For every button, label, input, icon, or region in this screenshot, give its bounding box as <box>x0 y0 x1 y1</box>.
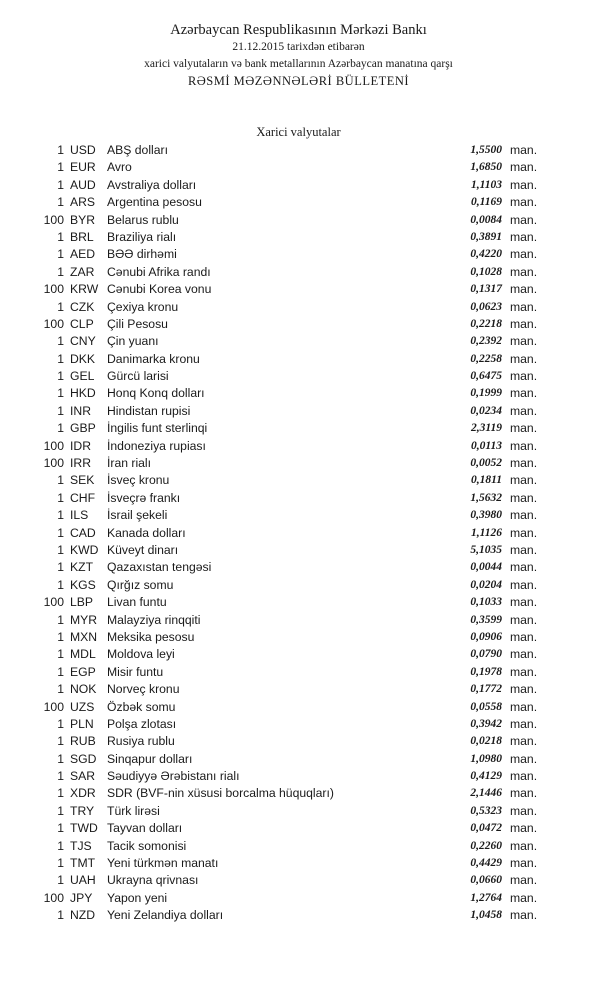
rate-value: 1,1126 <box>471 526 502 539</box>
unit-cell: 1 <box>57 508 64 523</box>
currency-name: İngilis funt sterlinqi <box>107 421 208 436</box>
table-row <box>0 629 597 646</box>
unit-suffix: man. <box>510 386 538 401</box>
currency-name: Ukrayna qrivnası <box>107 873 199 888</box>
rate-value: 1,6850 <box>470 161 502 174</box>
unit-suffix: man. <box>510 908 538 923</box>
currency-name: Yapon yeni <box>107 890 168 905</box>
rate-value: 0,0218 <box>470 735 502 748</box>
unit-suffix: man. <box>510 438 538 453</box>
unit-cell: 100 <box>43 595 64 610</box>
currency-name: Qırğız somu <box>107 577 174 592</box>
currency-name: Honq Konq dolları <box>107 386 205 401</box>
unit-cell: 1 <box>57 143 64 157</box>
currency-name: İsveçrə frankı <box>107 490 181 505</box>
currency-name: Malayziya rinqqiti <box>107 612 201 627</box>
currency-name: Yeni Zelandiya dolları <box>107 908 224 923</box>
currency-name: Çili Pesosu <box>107 316 168 331</box>
currency-name: Avstraliya dolları <box>107 177 197 192</box>
unit-cell: 1 <box>57 629 64 644</box>
unit-suffix: man. <box>510 769 538 784</box>
unit-cell: 1 <box>57 716 64 731</box>
table-row <box>0 281 597 298</box>
table-row <box>0 159 597 176</box>
rate-value: 0,1999 <box>470 387 502 400</box>
unit-suffix: man. <box>510 160 538 175</box>
currency-name: Polşa zlotası <box>107 716 177 731</box>
unit-cell: 1 <box>57 856 64 871</box>
unit-cell: 1 <box>57 525 64 540</box>
currency-code: SGD <box>70 751 97 766</box>
table-row <box>0 525 597 542</box>
unit-suffix: man. <box>510 542 538 557</box>
unit-cell: 1 <box>57 577 64 592</box>
unit-suffix: man. <box>510 699 538 714</box>
unit-suffix: man. <box>510 490 538 505</box>
currency-code: EGP <box>70 664 96 679</box>
rate-value: 0,0790 <box>470 648 502 661</box>
unit-cell: 1 <box>57 386 64 401</box>
table-row <box>0 490 597 507</box>
currency-name: Çin yuanı <box>107 334 159 349</box>
currency-name: Özbək somu <box>107 699 176 714</box>
currency-name: İndoneziya rupiası <box>107 438 206 453</box>
currency-name: Səudiyyə Ərəbistanı rialı <box>107 769 240 784</box>
currency-code: TMT <box>70 856 96 871</box>
table-row <box>0 699 597 716</box>
currency-code: USD <box>70 143 96 157</box>
unit-cell: 100 <box>43 890 64 905</box>
unit-suffix: man. <box>510 247 538 262</box>
unit-suffix: man. <box>510 299 538 314</box>
rate-value: 5,1035 <box>470 543 502 556</box>
unit-cell: 100 <box>43 438 64 453</box>
table-row <box>0 246 597 263</box>
currency-name: Rusiya rublu <box>107 734 175 749</box>
unit-cell: 1 <box>57 612 64 627</box>
rate-value: 1,5500 <box>470 144 502 156</box>
rate-value: 0,0660 <box>470 874 502 887</box>
currency-code: TRY <box>70 803 95 818</box>
unit-suffix: man. <box>510 803 538 818</box>
table-row <box>0 768 597 785</box>
currency-code: SAR <box>70 769 96 784</box>
rate-value: 0,2392 <box>470 335 502 348</box>
rate-value: 0,3599 <box>470 613 502 626</box>
currency-code: XDR <box>70 786 96 801</box>
currency-code: ARS <box>70 195 96 210</box>
unit-suffix: man. <box>510 890 538 905</box>
currency-name: Küveyt dinarı <box>107 542 179 557</box>
rate-value: 0,4220 <box>470 248 502 261</box>
unit-cell: 1 <box>57 734 64 749</box>
table-row <box>0 855 597 872</box>
unit-cell: 1 <box>57 229 64 244</box>
table-row <box>0 142 597 159</box>
table-row <box>0 646 597 663</box>
table-row <box>0 664 597 681</box>
rate-value: 0,0623 <box>470 300 502 313</box>
currency-code: KZT <box>70 560 94 575</box>
currency-code: JPY <box>70 890 93 905</box>
unit-suffix: man. <box>510 508 538 523</box>
currency-code: UZS <box>70 699 95 714</box>
unit-cell: 1 <box>57 873 64 888</box>
currency-name: Norveç kronu <box>107 682 180 697</box>
currency-name: İran rialı <box>107 456 152 471</box>
unit-cell: 100 <box>43 316 64 331</box>
currency-name: SDR (BVF-nin xüsusi borcalma hüquqları) <box>107 786 334 801</box>
rate-value: 0,3942 <box>470 717 502 730</box>
rate-value: 0,0113 <box>471 439 502 452</box>
unit-suffix: man. <box>510 212 538 227</box>
unit-suffix: man. <box>510 351 538 366</box>
unit-cell: 1 <box>57 195 64 210</box>
unit-cell: 1 <box>57 351 64 366</box>
document-header <box>0 22 597 90</box>
currency-code: TWD <box>70 821 98 836</box>
unit-cell: 1 <box>57 247 64 262</box>
unit-cell: 1 <box>57 421 64 436</box>
unit-suffix: man. <box>510 334 538 349</box>
table-row <box>0 316 597 333</box>
table-row <box>0 264 597 281</box>
unit-suffix: man. <box>510 664 538 679</box>
unit-suffix: man. <box>510 577 538 592</box>
currency-code: KRW <box>70 282 99 297</box>
unit-suffix: man. <box>510 821 538 836</box>
unit-suffix: man. <box>510 629 538 644</box>
table-row <box>0 299 597 316</box>
unit-cell: 1 <box>57 838 64 853</box>
document-subtitle: xarici valyutaların və bank metallarının Azərbaycan manatına qarşı <box>144 58 453 70</box>
currency-name: Braziliya rialı <box>107 229 177 244</box>
currency-code: MDL <box>70 647 96 662</box>
table-row <box>0 455 597 472</box>
currency-code: RUB <box>70 734 96 749</box>
unit-cell: 1 <box>57 647 64 662</box>
table-row <box>0 803 597 820</box>
unit-suffix: man. <box>510 473 538 488</box>
currency-code: EUR <box>70 160 96 175</box>
currency-name: Yeni türkmən manatı <box>107 856 219 871</box>
unit-suffix: man. <box>510 682 538 697</box>
rate-value: 1,0458 <box>470 909 502 922</box>
unit-cell: 1 <box>57 490 64 505</box>
unit-suffix: man. <box>510 456 538 471</box>
rate-value: 0,1772 <box>470 683 502 696</box>
rate-value: 0,0906 <box>470 630 502 643</box>
currency-name: Argentina pesosu <box>107 195 202 210</box>
unit-suffix: man. <box>510 316 538 331</box>
currency-code: AUD <box>70 177 96 192</box>
table-row <box>0 838 597 855</box>
bulletin-title: RƏSMİ MƏZƏNNƏLƏRİ BÜLLETENİ <box>187 74 410 88</box>
currency-code: IDR <box>70 438 91 453</box>
effective-date: 21.12.2015 tarixdən etibarən <box>232 41 365 53</box>
rate-value: 0,2218 <box>470 317 502 330</box>
unit-suffix: man. <box>510 525 538 540</box>
rate-value: 0,1317 <box>470 283 502 296</box>
currency-code: TJS <box>70 838 92 853</box>
currency-code: UAH <box>70 873 96 888</box>
unit-cell: 1 <box>57 803 64 818</box>
currency-name: Cənubi Afrika randı <box>107 264 211 279</box>
table-row <box>0 559 597 576</box>
currency-code: CHF <box>70 490 96 505</box>
unit-suffix: man. <box>510 560 538 575</box>
unit-suffix: man. <box>510 421 538 436</box>
unit-cell: 1 <box>57 403 64 418</box>
rate-value: 0,5323 <box>470 804 502 817</box>
currency-code: PLN <box>70 716 94 731</box>
currency-name: Meksika pesosu <box>107 629 195 644</box>
currency-code: MYR <box>70 612 98 627</box>
currency-code: KWD <box>70 542 99 557</box>
unit-suffix: man. <box>510 647 538 662</box>
currency-code: CZK <box>70 299 95 314</box>
rate-value: 1,1103 <box>471 178 502 191</box>
unit-cell: 1 <box>57 160 64 175</box>
unit-suffix: man. <box>510 403 538 418</box>
unit-suffix: man. <box>510 716 538 731</box>
currency-name: Türk lirəsi <box>107 803 160 818</box>
rate-value: 0,0472 <box>470 822 502 835</box>
table-row <box>0 229 597 246</box>
currency-name: Gürcü larisi <box>107 369 169 384</box>
currency-name: Misir funtu <box>107 664 164 679</box>
currency-name: Cənubi Korea vonu <box>107 282 212 297</box>
rate-value: 2,3119 <box>471 422 502 435</box>
rate-value: 0,0044 <box>470 561 502 574</box>
currency-code: GEL <box>70 369 95 384</box>
unit-suffix: man. <box>510 873 538 888</box>
unit-cell: 1 <box>57 682 64 697</box>
rate-value: 0,0558 <box>470 700 502 713</box>
unit-suffix: man. <box>510 786 538 801</box>
currency-code: LBP <box>70 595 94 610</box>
currency-name: Kanada dolları <box>107 525 186 540</box>
unit-cell: 1 <box>57 769 64 784</box>
rate-value: 1,5632 <box>470 491 502 504</box>
table-row <box>0 577 597 594</box>
unit-suffix: man. <box>510 229 538 244</box>
table-row <box>0 472 597 489</box>
currency-name: Moldova leyi <box>107 647 175 662</box>
currency-code: CAD <box>70 525 96 540</box>
unit-cell: 1 <box>57 334 64 349</box>
rate-value: 0,0052 <box>470 457 502 470</box>
table-row <box>0 333 597 350</box>
rate-value: 0,3891 <box>470 230 502 243</box>
table-row <box>0 385 597 402</box>
unit-suffix: man. <box>510 751 538 766</box>
table-row <box>0 542 597 559</box>
unit-cell: 1 <box>57 473 64 488</box>
currency-name: Hindistan rupisi <box>107 403 191 418</box>
currency-code: SEK <box>70 473 95 488</box>
currency-code: BYR <box>70 212 96 227</box>
unit-suffix: man. <box>510 264 538 279</box>
currency-code: GBP <box>70 421 96 436</box>
unit-cell: 1 <box>57 369 64 384</box>
unit-suffix: man. <box>510 734 538 749</box>
unit-cell: 1 <box>57 560 64 575</box>
table-row <box>0 612 597 629</box>
unit-cell: 1 <box>57 177 64 192</box>
currency-code: ZAR <box>70 264 95 279</box>
currency-code: CNY <box>70 334 96 349</box>
table-row <box>0 507 597 524</box>
currency-name: Danimarka kronu <box>107 351 200 366</box>
unit-suffix: man. <box>510 369 538 384</box>
table-row <box>0 681 597 698</box>
table-row <box>0 785 597 802</box>
currency-name: BƏƏ dirhəmi <box>107 247 177 262</box>
table-row <box>0 351 597 368</box>
unit-cell: 1 <box>57 542 64 557</box>
rate-value: 0,0204 <box>470 578 502 591</box>
table-row <box>0 420 597 437</box>
currency-code: CLP <box>70 316 94 331</box>
currency-code: NOK <box>70 682 97 697</box>
rate-value: 0,1028 <box>470 265 502 278</box>
rate-value: 0,0234 <box>470 404 502 417</box>
currency-code: IRR <box>70 456 91 471</box>
rate-value: 0,1811 <box>471 474 502 487</box>
currency-name: Çexiya kronu <box>107 299 179 314</box>
section-title: Xarici valyutalar <box>256 125 341 139</box>
table-row <box>0 403 597 420</box>
rate-value: 0,0084 <box>470 213 502 226</box>
currency-name: İsveç kronu <box>107 473 170 488</box>
currency-name: Qazaxıstan tengəsi <box>107 560 212 575</box>
rate-value: 0,1169 <box>471 196 502 209</box>
currency-code: BRL <box>70 229 94 244</box>
currency-code: KGS <box>70 577 96 592</box>
currency-code: AED <box>70 247 96 262</box>
currency-name: Tayvan dolları <box>107 821 183 836</box>
table-row <box>0 820 597 837</box>
bank-name: Azərbaycan Respublikasının Mərkəzi Bankı <box>170 22 427 38</box>
unit-cell: 1 <box>57 299 64 314</box>
table-row <box>0 751 597 768</box>
rate-value: 0,2260 <box>470 839 502 852</box>
table-row <box>0 872 597 889</box>
rate-value: 0,4129 <box>470 770 502 783</box>
table-row <box>0 438 597 455</box>
currency-name: ABŞ dolları <box>107 143 168 157</box>
rate-value: 0,3980 <box>470 509 502 522</box>
rate-value: 0,2258 <box>470 352 502 365</box>
table-row <box>0 177 597 194</box>
table-row <box>0 890 597 907</box>
rate-value: 1,0980 <box>470 752 502 765</box>
unit-cell: 1 <box>57 908 64 923</box>
unit-cell: 1 <box>57 664 64 679</box>
rate-value: 0,6475 <box>470 370 502 383</box>
unit-suffix: man. <box>510 595 538 610</box>
table-row <box>0 733 597 750</box>
unit-cell: 100 <box>43 212 64 227</box>
currency-name: Belarus rublu <box>107 212 179 227</box>
currency-code: HKD <box>70 386 96 401</box>
unit-cell: 1 <box>57 821 64 836</box>
unit-cell: 1 <box>57 786 64 801</box>
rate-value: 2,1446 <box>470 787 502 800</box>
currency-name: Sinqapur dolları <box>107 751 193 766</box>
table-row <box>0 194 597 211</box>
unit-cell: 1 <box>57 264 64 279</box>
table-row <box>0 594 597 611</box>
unit-suffix: man. <box>510 838 538 853</box>
currency-code: ILS <box>70 508 89 523</box>
unit-suffix: man. <box>510 856 538 871</box>
currency-code: NZD <box>70 908 96 923</box>
unit-cell: 100 <box>43 699 64 714</box>
currency-name: İsrail şekeli <box>107 508 168 523</box>
currency-name: Avro <box>107 160 132 175</box>
unit-suffix: man. <box>510 612 538 627</box>
table-row <box>0 368 597 385</box>
currency-code: INR <box>70 403 91 418</box>
table-row <box>0 716 597 733</box>
rate-value: 0,1978 <box>470 665 502 678</box>
unit-suffix: man. <box>510 282 538 297</box>
currency-name: Tacik somonisi <box>107 838 187 853</box>
unit-suffix: man. <box>510 177 538 192</box>
unit-cell: 100 <box>43 456 64 471</box>
table-row <box>0 212 597 229</box>
rate-value: 0,1033 <box>470 596 502 609</box>
rate-value: 1,2764 <box>470 891 502 904</box>
rates-table <box>0 142 597 925</box>
table-row <box>0 907 597 924</box>
unit-cell: 1 <box>57 751 64 766</box>
currency-code: DKK <box>70 351 96 366</box>
unit-suffix: man. <box>510 143 538 157</box>
currency-name: Livan funtu <box>107 595 167 610</box>
currency-code: MXN <box>70 629 98 644</box>
rate-value: 0,4429 <box>470 857 502 870</box>
unit-suffix: man. <box>510 195 538 210</box>
unit-cell: 100 <box>43 282 64 297</box>
